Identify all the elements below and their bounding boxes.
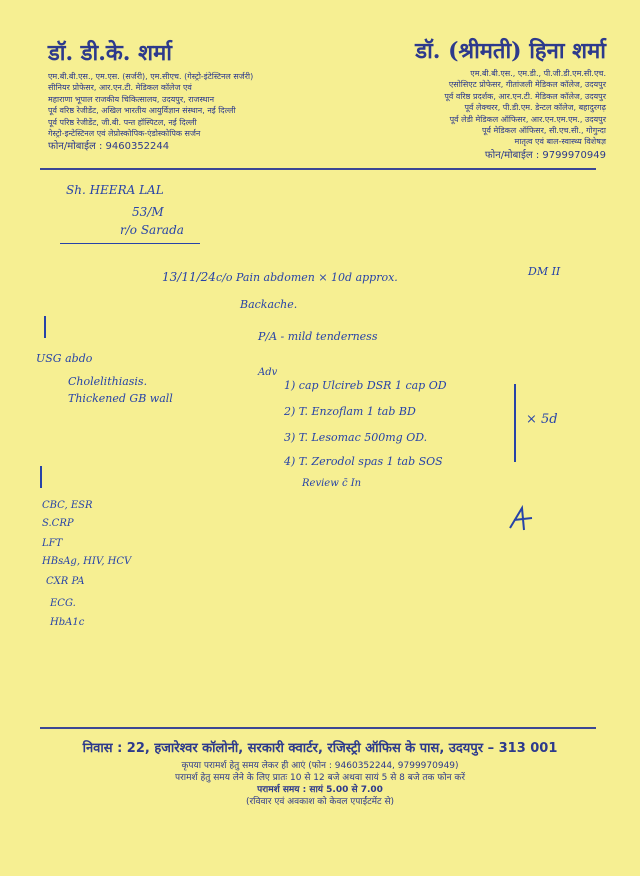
investigation-item: S.CRP (42, 518, 74, 529)
doctor-right-credential: पूर्व लेडी मेडिकल ऑफिसर, आर.एन.एम.एम., उदयपुर (449, 114, 606, 124)
inv-mark (40, 466, 42, 488)
footer-line: कृपया परामर्श हेतु समय लेकर ही आएं (फोन : 9460352244, 9799970949) (181, 761, 459, 771)
visit-date: 13/11/24 (162, 270, 216, 284)
doctor-right-credential: पूर्व मेडिकल ऑफिसर, सी.एच.सी., गोगुन्दा (481, 126, 606, 136)
header-divider (40, 168, 596, 170)
margin-mark (44, 316, 46, 338)
footer-line: (रविवार एवं अवकाश को केवल एपाईंटमेंट से) (245, 797, 395, 807)
rx-item: 4) T. Zerodol spas 1 tab SOS (284, 455, 443, 468)
doctor-left-credential: महाराणा भूपाल राजकीय चिकित्सालय, उदयपुर, राजस्थान (48, 94, 215, 104)
investigation-item: CXR PA (46, 576, 85, 587)
duration-bracket (514, 384, 516, 462)
doctor-left-block (48, 40, 348, 153)
investigation-item: CBC, ESR (42, 500, 93, 511)
investigation-item: ECG. (50, 598, 76, 609)
doctor-right-credential: पूर्व लेक्चरर, पी.डी.एम. डेन्टल कॉलेज, बहादुरगढ़ (464, 103, 606, 113)
complaint-line-2: Backache. (240, 298, 298, 311)
doctor-left-credential: गेस्ट्रो-इन्टेस्टिनल एवं लेप्रोस्कोपिक-एंडोस्कोपिक सर्जन (48, 129, 201, 139)
doctor-right-credential: एम.बी.बी.एस., एम.डी., पी.जी.डी.एम.सी.एच. (470, 69, 606, 78)
patient-age-sex: 53/M (132, 205, 164, 219)
duration-note: × 5d (526, 412, 558, 427)
investigation-item: HbA1c (50, 617, 85, 628)
usg-label: USG abdo (36, 352, 93, 365)
footer-line: परामर्श समय : सायं 5.00 से 7.00 (257, 785, 383, 795)
doctor-right-block (356, 38, 606, 162)
doctor-left-name: डॉ. डी.के. शर्मा (48, 40, 172, 66)
investigation-item: LFT (42, 538, 63, 549)
clinic-address: निवास : 22, हजारेश्वर कॉलोनी, सरकारी क्वार्टर, रजिस्ट्री ऑफिस के पास, उदयपुर – 313 001 (82, 741, 558, 756)
complaint-line: c/o Pain abdomen × 10d approx. (216, 271, 398, 284)
exam-finding: P/A - mild tenderness (258, 330, 378, 343)
doctor-left-credential: पूर्व परिष्ठ रेजीडेंट, जी.बी. पन्त हॉस्पिटल, नई दिल्ली (48, 117, 197, 127)
doctor-left-credential: पूर्व वरिष्ठ रेजीडेंट, अखिल भारतीय आयुर्विज्ञान संस्थान, नई दिल्ली (48, 106, 236, 116)
usg-finding: Thickened GB wall (68, 392, 173, 405)
doctor-right-credential: मातृत्व एवं बाल-स्वास्थ्य विशेषज्ञ (514, 137, 606, 147)
doctor-left-phone: फोन/मोबाईल : 9460352244 (48, 141, 170, 153)
patient-place: r/o Sarada (120, 223, 184, 237)
footer-line: परामर्श हेतु समय लेने के लिए प्रातः 10 से 12 बजे अथवा सायं 5 से 8 बजे तक फोन करें (174, 773, 466, 783)
patient-underline (60, 243, 200, 244)
review-note: Review c̄ In (302, 478, 362, 489)
doctor-right-credential: पूर्व वरिष्ठ प्रदर्शक, आर.एन.टी. मेडिकल कॉलेज, उदयपुर (444, 91, 606, 101)
doctor-left-credential: एम.बी.बी.एस., एम.एस. (सर्जरी), एम.सीएच. (गेस्ट्रो-इंटेस्टिनल सर्जरी) (48, 72, 254, 81)
rx-label: Adv (258, 367, 278, 378)
rx-item: 3) T. Lesomac 500mg OD. (284, 431, 428, 444)
patient-name: Sh. HEERA LAL (66, 183, 164, 197)
doctor-right-name: डॉ. (श्रीमती) हिना शर्मा (415, 38, 606, 64)
doctor-signature (504, 500, 538, 534)
doctor-right-credential: एसोसिएट प्रोफेसर, गीतांजली मेडिकल कॉलेज, उदयपुर (448, 80, 606, 90)
usg-finding: Cholelithiasis. (68, 375, 148, 388)
footer-divider (40, 727, 596, 729)
dm-note: DM II (528, 265, 561, 278)
rx-item: 2) T. Enzoflam 1 tab BD (284, 405, 416, 418)
investigation-item: HBsAg, HIV, HCV (42, 556, 132, 567)
footer-info (0, 760, 640, 808)
rx-item: 1) cap Ulcireb DSR 1 cap OD (284, 379, 447, 392)
doctor-right-phone: फोन/मोबाईल : 9799970949 (484, 149, 606, 161)
doctor-left-credential: सीनियर प्रोफेसर, आर.एन.टी. मेडिकल कॉलेज एवं (48, 83, 192, 93)
